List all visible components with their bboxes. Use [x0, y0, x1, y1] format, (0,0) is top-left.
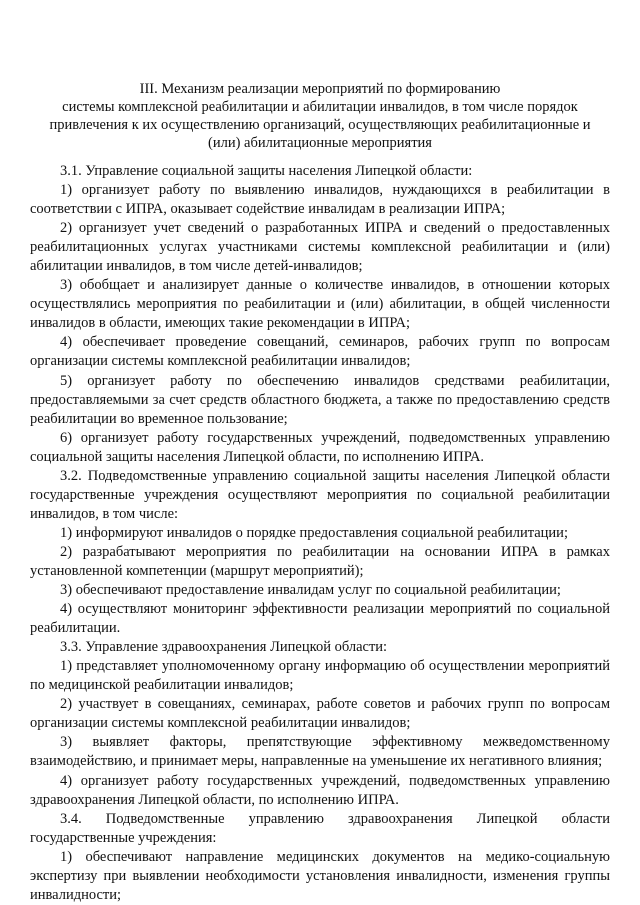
- paragraph-3-3-item-1: 1) представляет уполномоченному органу информацию об осуществлении мероприятий по медицинской реабилитации инвалидов;: [30, 658, 610, 694]
- paragraph-3-2-item-3: 3) обеспечивают предоставление инвалидам услуг по социальной реабилитации;: [60, 582, 561, 599]
- section-heading-line: системы комплексной реабилитации и абилитации инвалидов, в том числе порядок: [62, 99, 578, 115]
- paragraph-3-1: 3.1. Управление социальной защиты населения Липецкой области:: [60, 163, 473, 179]
- paragraph-3-3-item-3: 3) выявляет факторы, препятствующие эффективному межведомственному взаимодействию, и принимает меры, направленные на уменьшение их негативного влияния;: [30, 734, 610, 770]
- section-body: [30, 162, 610, 905]
- section-heading: [40, 80, 600, 152]
- paragraph-3-1-item-1: 1) организует работу по выявлению инвалидов, нуждающихся в реабилитации в соответствии с ИПРА, оказывает содействие инвалидам в реализации ИПРА;: [30, 182, 610, 218]
- paragraph-3-2-item-2: 2) разрабатывают мероприятия по реабилитации на основании ИПРА в рамках установленной компетенции (маршрут мероприятий);: [30, 543, 610, 579]
- paragraph-3-3: 3.3. Управление здравоохранения Липецкой области:: [60, 639, 388, 656]
- paragraph-3-2-item-4: 4) осуществляют мониторинг эффективности реализации мероприятий по социальной реабилитации.: [30, 601, 610, 637]
- paragraph-3-3-item-2: 2) участвует в совещаниях, семинарах, работе советов и рабочих групп по вопросам организации системы комплексной реабилитации инвалидов;: [30, 696, 610, 732]
- paragraph-3-1-item-3: 3) обобщает и анализирует данные о количестве инвалидов, в отношении которых осуществлялись мероприятия по реабилитации и (или) абилитации, в общей численности инвалидов в области, имеющих такие рекомендации в ИПРА;: [30, 277, 610, 332]
- paragraph-3-3-item-4: 4) организует работу государственных учреждений, подведомственных управлению здравоохранения Липецкой области, по исполнению ИПРА.: [30, 772, 610, 808]
- section-heading-line: привлечения к их осуществлению организаций, осуществляющих реабилитационные и: [49, 117, 591, 133]
- paragraph-3-4-item-1: 1) обеспечивают направление медицинских документов на медико-социальную экспертизу при выявлении необходимости установления инвалидности, изменения группы инвалидности;: [30, 848, 610, 903]
- section-heading-line: (или) абилитационные мероприятия: [208, 135, 432, 151]
- paragraph-3-1-item-5: 5) организует работу по обеспечению инвалидов средствами реабилитации, предоставляемыми за счет средств областного бюджета, а также по предоставлению средств реабилитации во временное пользование;: [30, 372, 610, 427]
- paragraph-3-4: 3.4. Подведомственные управлению здравоохранения Липецкой области государственные учреждения:: [30, 810, 610, 846]
- paragraph-3-2: 3.2. Подведомственные управлению социальной защиты населения Липецкой области государственные учреждения осуществляют мероприятия по социальной реабилитации инвалидов, в том числе:: [30, 467, 610, 522]
- paragraph-3-1-item-2: 2) организует учет сведений о разработанных ИПРА и сведений о предоставленных реабилитационных услугах участниками системы комплексной реабилитации и (или) абилитации инвалидов, в том числе детей-инвалидов;: [30, 220, 610, 275]
- paragraph-3-1-item-6: 6) организует работу государственных учреждений, подведомственных управлению социальной защиты населения Липецкой области, по исполнению ИПРА.: [30, 429, 610, 465]
- paragraph-3-1-item-4: 4) обеспечивает проведение совещаний, семинаров, рабочих групп по вопросам организации системы комплексной реабилитации инвалидов;: [30, 334, 610, 370]
- paragraph-3-2-item-1: 1) информируют инвалидов о порядке предоставления социальной реабилитации;: [60, 524, 568, 541]
- section-heading-line: III. Механизм реализации мероприятий по формированию: [139, 81, 501, 97]
